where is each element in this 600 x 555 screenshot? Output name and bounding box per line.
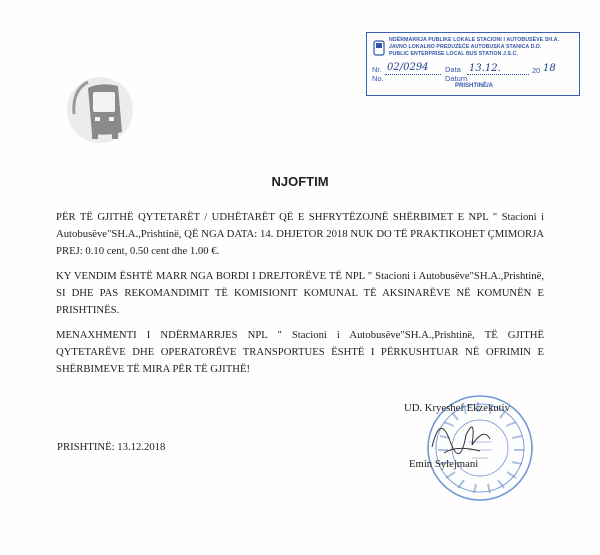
stamp-date-label: Data	[445, 65, 461, 74]
paragraph-1: PËR TË GJITHË QYTETARËT / UDHËTARËT QË E SHFRYTËZOJNË SHËRBIMET E NPL " Stacioni i Autobusëve"SH.A.,Prishtinë, QË NGA DATA: 14. DHJETOR 2018 NUK DO TË PRAKTIKOHET ÇMIMORJA PREJ: 0.10 cent, 0.50 cent dhe 1.00 €.	[56, 211, 544, 257]
signature-scribble	[426, 405, 496, 465]
paragraph-3: MENAXHMENTI I NDËRMARRJES NPL " Stacioni i Autobusëve"SH.A.,Prishtinë, TË GJITHË QYTETARËVE DHE OPERATORËVE TRANSPORTUES ËSHTË I PËRKUSHTUAR NË OFRIMIN E SHËRBIMEVE TË MIRA PËR TË GJITHË!	[56, 329, 544, 375]
place-date: PRISHTINË: 13.12.2018	[57, 441, 166, 453]
paragraph-2: KY VENDIM ËSHTË MARR NGA BORDI I DREJTORËVE TË NPL " Stacioni i Autobusëve"SH.A.,Prishtinë, SI DHE PAS REKOMANDIMIT TË KOMISIONIT KOMUNAL TË AKSINARËVE NË KOMUNËN E PRISHTINËS.	[56, 270, 544, 316]
bus-logo-icon	[66, 70, 136, 150]
document-title: NJOFTIM	[271, 174, 329, 189]
stamp-city: PRISHTINË/A	[455, 83, 494, 89]
stamp-year-value: 18	[543, 63, 556, 74]
stamp-line-2: JAVNO LOKALNO PREDUZEĆE AUTOBUSKA STANICA D.D.	[389, 44, 542, 50]
stamp-br-label: No.	[372, 74, 384, 83]
stamp-year-prefix: 20	[532, 66, 541, 75]
signatory-name: Emin Sylejmani	[409, 458, 479, 470]
stamp-nr-value: 02/0294	[387, 62, 429, 73]
stamp-nr-label: Nr.	[372, 65, 382, 74]
stamp-date-value: 13.12.	[469, 63, 501, 74]
stamp-date-label-2: Datum	[445, 74, 468, 83]
stamp-line-3: PUBLIC ENTERPRISE LOCAL BUS STATION J.S.C.	[389, 51, 518, 57]
registration-stamp	[366, 32, 580, 96]
stamp-line-1: NDËRMARRJA PUBLIKE LOKALE STACIONI I AUTOBUSËVE SH.A.	[389, 37, 560, 43]
stamp-emblem-icon	[372, 39, 386, 59]
signatory-title: UD. Kryeshef Ekzekutiv	[404, 402, 510, 414]
